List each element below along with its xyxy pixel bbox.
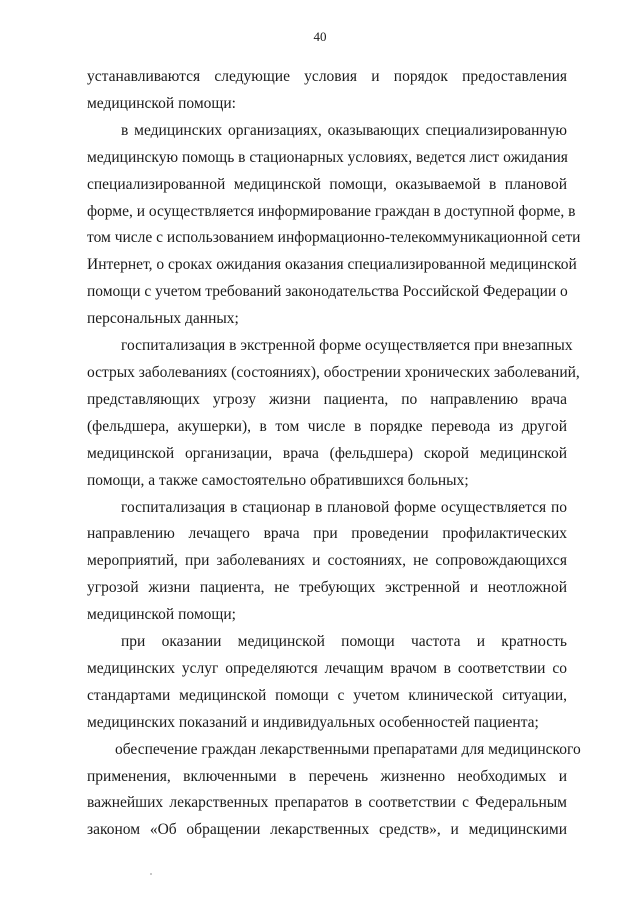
text-line: применения, включенными в перечень жизненно необходимых и: [87, 767, 567, 785]
text-line: форме, и осуществляется информирование граждан в доступной форме, в: [87, 202, 576, 220]
text-line: медицинских показаний и индивидуальных особенностей пациента;: [87, 713, 539, 731]
text-line: медицинскую помощь в стационарных условиях, ведется лист ожидания: [87, 148, 568, 166]
scan-speck: [150, 873, 152, 875]
text-line: госпитализация в стационар в плановой форме осуществляется по: [121, 498, 567, 516]
text-line: персональных данных;: [87, 310, 239, 328]
text-line: острых заболеваниях (состояниях), обострении хронических заболеваний,: [87, 363, 580, 381]
paragraph-emergency-hospitalization: [87, 333, 580, 494]
text-line: обеспечение граждан лекарственными препаратами для медицинского: [115, 740, 581, 758]
text-line: медицинских услуг определяются лечащим врачом в соответствии со: [87, 659, 567, 677]
text-line: в медицинских организациях, оказывающих специализированную: [121, 121, 567, 139]
text-line: медицинской организации, врача (фельдшера) скорой медицинской: [87, 444, 567, 462]
text-line: Интернет, о сроках ожидания оказания специализированной медицинской: [87, 256, 577, 274]
text-line: помощи с учетом требований законодательства Российской Федерации о: [87, 283, 568, 301]
text-line: угрозой жизни пациента, не требующих экстренной и неотложной: [87, 579, 567, 597]
text-line: специализированной медицинской помощи, оказываемой в плановой: [87, 175, 567, 193]
text-line: медицинской помощи:: [87, 94, 236, 112]
text-line: при оказании медицинской помощи частота и кратность: [121, 633, 567, 651]
text-line: помощи, а также самостоятельно обратившихся больных;: [87, 471, 469, 489]
paragraph-service-frequency: [87, 629, 567, 737]
text-line: том числе с использованием информационно-телекоммуникационной сети: [87, 229, 581, 247]
page-number: 40: [313, 29, 327, 44]
text-line: устанавливаются следующие условия и порядок предоставления: [87, 68, 567, 85]
text-line: важнейших лекарственных препаратов в соответствии с Федеральным: [87, 794, 567, 812]
paragraph-waiting-list: [87, 118, 581, 333]
paragraph-drug-provision: [87, 737, 581, 845]
text-line: стандартами медицинской помощи с учетом клинической ситуации,: [87, 686, 567, 704]
text-line: представляющих угрозу жизни пациента, по направлению врача: [87, 390, 567, 408]
text-line: мероприятий, при заболеваниях и состояниях, не сопровождающихся: [87, 552, 567, 570]
text-line: законом «Об обращении лекарственных средств», и медицинскими: [87, 821, 567, 839]
paragraph-planned-hospitalization: [87, 495, 567, 630]
text-line: госпитализация в экстренной форме осуществляется при внезапных: [121, 337, 573, 355]
text-line: направлению лечащего врача при проведении профилактических: [87, 525, 567, 543]
paragraph-conditions-intro: [87, 64, 567, 118]
text-line: медицинской помощи;: [87, 606, 236, 624]
text-line: (фельдшера, акушерки), в том числе в порядке перевода из другой: [87, 417, 567, 435]
document-body: [87, 64, 581, 844]
